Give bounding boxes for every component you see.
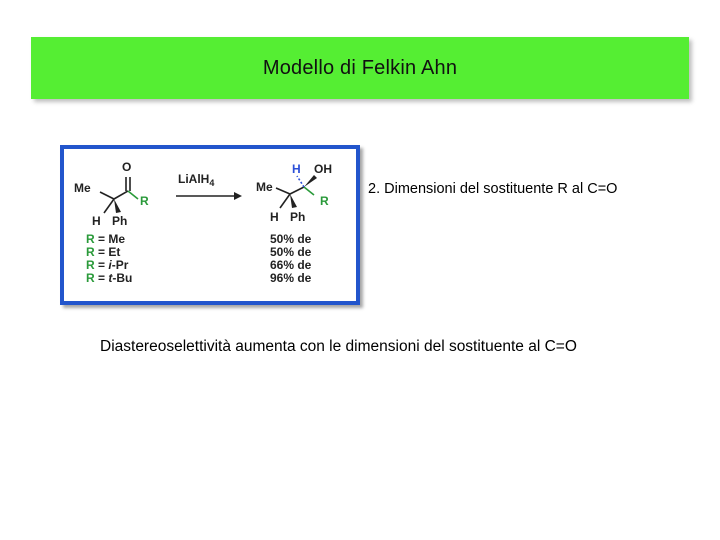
alcohol-ph-wedge xyxy=(290,194,297,208)
alcohol-oh-wedge xyxy=(304,175,317,187)
alcohol-h: H xyxy=(270,210,279,224)
alcohol-cc-bond xyxy=(290,187,304,194)
substituent-row: R = i-Pr xyxy=(86,258,129,272)
substituent-row: R = t-Bu xyxy=(86,271,133,285)
alcohol-me-bond xyxy=(276,188,290,194)
alcohol-me: Me xyxy=(256,180,273,194)
reaction-scheme-drawing xyxy=(64,149,356,301)
reagent-label: LiAlH$_4$ xyxy=(178,172,215,188)
ketone-ph: Ph xyxy=(112,214,128,228)
calpha-h-bond xyxy=(104,199,114,213)
alcohol-h-bond xyxy=(280,194,290,208)
ketone-o: O xyxy=(122,160,132,174)
ketone-me: Me xyxy=(74,181,91,195)
caption-text: Diastereoselettività aumenta con le dimensioni del sostituente al C=O xyxy=(100,338,577,355)
alcohol-r-bond xyxy=(304,187,314,195)
de-list xyxy=(270,232,312,285)
ketone-wedge xyxy=(114,199,121,213)
substituent-row: R = Me xyxy=(86,232,126,246)
alcohol-ph: Ph xyxy=(290,210,306,224)
alcohol-hash-bond xyxy=(297,176,304,187)
substituent-row: R = Et xyxy=(86,245,121,259)
ketone-r: R xyxy=(140,194,149,208)
de-value: 50% de xyxy=(270,232,312,246)
point-text: 2. Dimensioni del sostituente R al C=O xyxy=(368,181,618,197)
title-banner xyxy=(31,37,689,99)
substituent-list xyxy=(86,232,132,285)
alcohol-h-blue: H xyxy=(292,162,301,176)
ketone-structure xyxy=(100,177,138,213)
reaction-scheme xyxy=(60,145,360,305)
calpha-me-bond xyxy=(100,192,114,199)
c-calpha-bond xyxy=(114,191,128,199)
alcohol-oh: OH xyxy=(314,162,332,176)
de-value: 50% de xyxy=(270,245,312,259)
ketone-h: H xyxy=(92,214,101,228)
de-value: 96% de xyxy=(270,271,312,285)
slide-title: Modello di Felkin Ahn xyxy=(262,56,458,79)
de-value: 66% de xyxy=(270,258,312,272)
reaction-arrowhead xyxy=(234,192,242,200)
c-r-bond xyxy=(128,191,138,199)
alcohol-r: R xyxy=(320,194,329,208)
